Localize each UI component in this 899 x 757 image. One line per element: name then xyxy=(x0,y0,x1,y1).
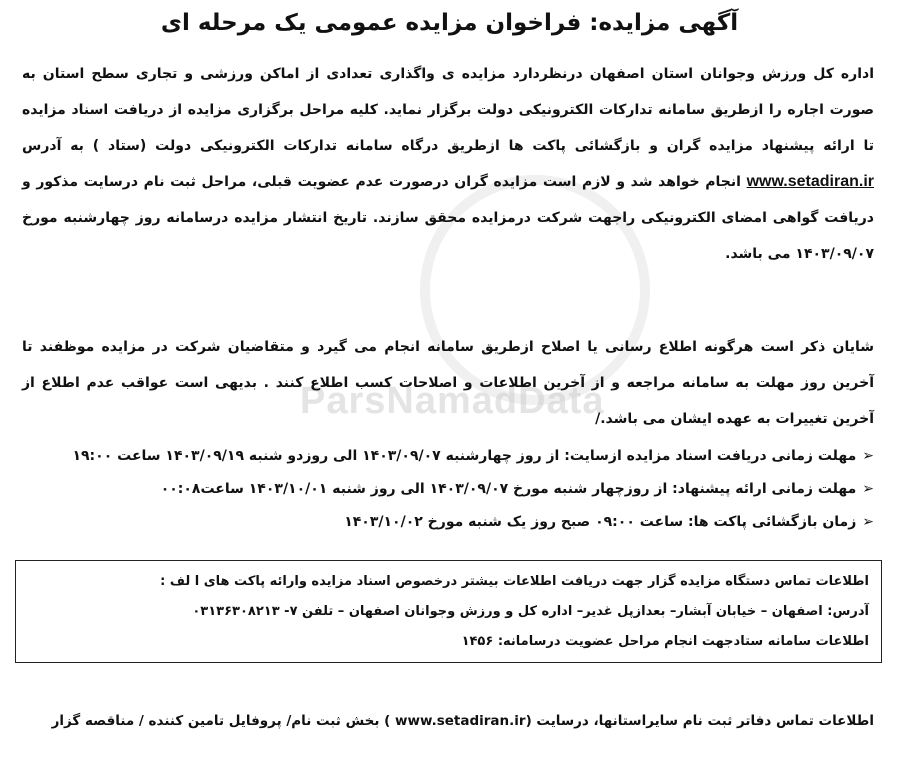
deadline-item-proposal xyxy=(22,473,874,506)
arrow-bullet-icon: ➢ xyxy=(862,514,874,530)
deadline-text: مهلت زمانی دریافت اسناد مزایده ازسایت: از روز چهارشنبه ۱۴۰۳/۰۹/۰۷ الی روزدو شنبه ۱۴۰۳/۰۹/۱۹ ساعت ۱۹:۰۰ xyxy=(72,448,857,464)
page-title: آگهی مزایده: فراخوان مزایده عمومی یک مرحله ای xyxy=(160,10,739,36)
arrow-bullet-icon: ➢ xyxy=(862,481,874,497)
contact-system-info: اطلاعات سامانه ستادجهت انجام مراحل عضویت درسامانه: ۱۴۵۶ xyxy=(461,634,869,649)
intro-text-part1: اداره کل ورزش وجوانان استان اصفهان درنظردارد مزایده ی واگذاری تعدادی از اماکن ورزشی و تجاری سطح استان به صورت اجاره را ازطریق سامانه تدارکات الکترونیکی دولت برگزار نماید. کلیه مراحل برگزاری مزایده از دریافت اسناد مزایده تا ارائه پیشنهاد مزایده گران و بازگشائی پاکت ها ازطریق درگاه سامانه تدارکات الکترونیکی دولت (ستاد ) به آدرس xyxy=(22,66,874,154)
deadline-item-documents xyxy=(22,440,874,473)
deadline-text: زمان بازگشائی پاکت ها: ساعت ۰۹:۰۰ صبح روز یک شنبه مورخ ۱۴۰۳/۱۰/۰۲ xyxy=(344,514,857,530)
intro-text-part2: انجام خواهد شد و لازم است مزایده گران درصورت عدم عضویت قبلی، مراحل ثبت نام درسایت مذکور و دریافت گواهی امضای الکترونیکی راجهت شرکت درمزایده محقق سازند. تاریخ انتشار مزایده درسامانه روز چهارشنبه مورخ ۱۴۰۳/۰۹/۰۷ می باشد. xyxy=(22,174,874,262)
deadline-item-opening xyxy=(22,506,874,539)
footer-note: اطلاعات تماس دفاتر ثبت نام سایراستانها، درسایت (www.setadiran.ir ) بخش ثبت نام/ پروفایل تامین کننده / مناقصه گزار xyxy=(51,713,874,729)
notice-paragraph: شایان ذکر است هرگونه اطلاع رسانی یا اصلاح ازطریق سامانه انجام می گیرد و متقاضیان شرکت در مزایده موظفند تا آخرین روز مهلت به سامانه مراجعه و از آخرین اطلاعات و اصلاحات کسب اطلاع کنند . بدیهی است عواقب عدم اطلاع از آخرین تغییرات به عهده ایشان می باشد./ xyxy=(22,339,874,427)
deadline-text: مهلت زمانی ارائه پیشنهاد: از روزچهار شنبه مورخ ۱۴۰۳/۰۹/۰۷ الی روز شنبه ۱۴۰۳/۱۰/۰۱ ساعت۰۰:۰۸ xyxy=(160,481,857,497)
intro-paragraph xyxy=(22,56,874,272)
watermark-text: ParsNamadData xyxy=(300,380,605,422)
arrow-bullet-icon: ➢ xyxy=(862,448,874,464)
contact-heading: اطلاعات تماس دستگاه مزایده گزار جهت دریافت اطلاعات بیشتر درخصوص اسناد مزایده وارائه پاکت های ا لف : xyxy=(160,574,869,589)
contact-info-box xyxy=(15,560,882,663)
setadiran-link[interactable]: www.setadiran.ir xyxy=(746,173,875,190)
contact-address: آدرس: اصفهان – خیابان آبشار– بعدازپل غدیر– اداره کل و ورزش وجوانان اصفهان – تلفن ۷- ۰۳۱۳۶۳۰۸۲۱۳ xyxy=(192,604,869,619)
deadline-list xyxy=(22,440,874,539)
